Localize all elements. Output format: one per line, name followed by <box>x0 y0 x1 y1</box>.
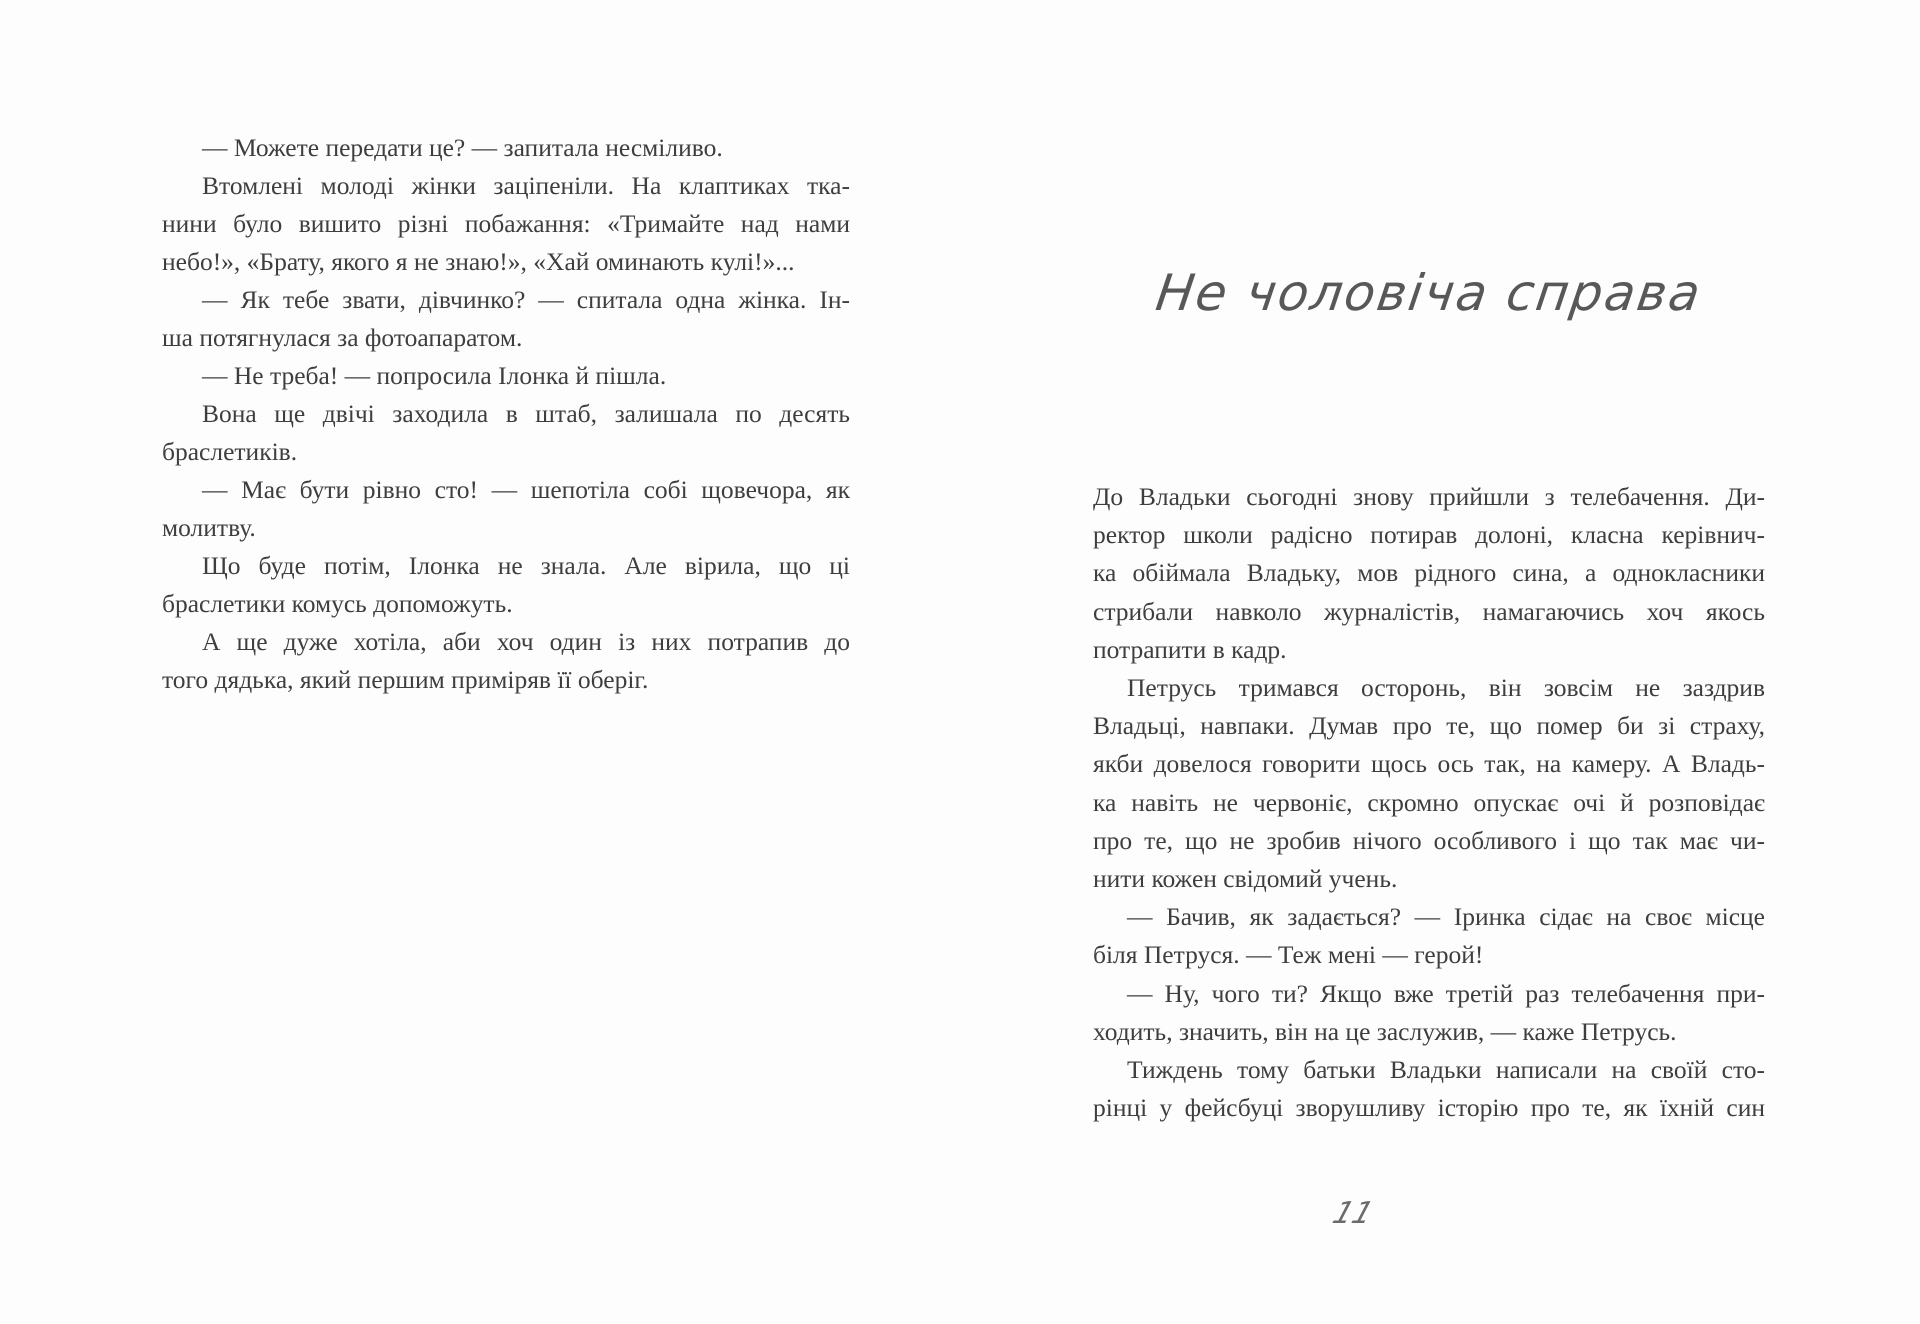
text-line: того дядька, який першим приміряв її оберіг. <box>162 665 649 694</box>
text-line: Владьці, навпаки. Думав про те, що помер би зі страху, <box>1093 711 1765 741</box>
text-line: ка навіть не червоніє, скромно опускає очі й розповідає <box>1093 787 1765 817</box>
text-line: браслетики комусь допоможуть. <box>162 589 513 618</box>
text-line: молитву. <box>162 513 256 542</box>
text-line: якби довелося говорити щось ось так, на камеру. А Владь- <box>1093 749 1765 779</box>
chapter-title: Не чоловіча справа <box>1152 264 1706 322</box>
text-line: про те, що не зробив нічого особливого і що так має чи- <box>1093 825 1765 855</box>
text-line: ректор школи радісно потирав долоні, класна керівнич- <box>1093 520 1765 550</box>
text-line: нини було вишито різні побажання: «Тримайте над нами <box>162 209 850 238</box>
text-line: Що буде потім, Ілонка не знала. Але вірила, що ці <box>202 551 850 580</box>
text-line: Петрусь тримався осторонь, він зовсім не заздрив <box>1127 673 1765 703</box>
text-line: — Не треба! — попросила Ілонка й пішла. <box>202 361 667 390</box>
text-line: ша потягнулася за фотоапаратом. <box>162 323 523 352</box>
left-text-block <box>162 129 850 699</box>
text-line: До Владьки сьогодні знову прийшли з телебачення. Ди- <box>1093 482 1765 511</box>
text-line: — Можете передати це? — запитала несміливо. <box>202 133 723 162</box>
text-line: — Має бути рівно сто! — шепотіла собі щовечора, як <box>202 475 850 504</box>
text-line: браслетиків. <box>162 437 298 466</box>
text-line: рінці у фейсбуці зворушливу історію про те, як їхній син <box>1093 1093 1765 1123</box>
text-line: небо!», «Брату, якого я не знаю!», «Хай оминають кулі!»... <box>162 247 795 276</box>
text-line: Вона ще двічі заходила в штаб, залишала по десять <box>202 399 850 428</box>
text-line: — Ну, чого ти? Якщо вже третій раз телебачення при- <box>1127 978 1765 1008</box>
text-line: — Як тебе звати, дівчинко? — спитала одна жінка. Ін- <box>202 285 850 314</box>
right-text-block <box>1093 478 1765 1127</box>
text-line: ходить, значить, він на це заслужив, — каже Петрусь. <box>1093 1016 1677 1046</box>
page-number: 11 <box>1328 1196 1378 1231</box>
text-line: біля Петруся. — Теж мені — герой! <box>1093 940 1484 970</box>
text-line: нити кожен свідомий учень. <box>1093 864 1398 894</box>
text-line: — Бачив, як задається? — Іринка сідає на своє місце <box>1127 902 1765 932</box>
text-line: А ще дуже хотіла, аби хоч один із них потрапив до <box>202 627 850 656</box>
text-line: ка обіймала Владьку, мов рідного сина, а однокласники <box>1093 558 1765 588</box>
text-line: Тиждень тому батьки Владьки написали на своїй сто- <box>1127 1055 1765 1085</box>
page-right <box>960 0 1920 1324</box>
text-line: Втомлені молоді жінки заціпеніли. На клаптиках тка- <box>202 171 850 200</box>
text-line: потрапити в кадр. <box>1093 634 1287 664</box>
text-line: стрибали навколо журналістів, намагаючись хоч якось <box>1093 596 1765 626</box>
